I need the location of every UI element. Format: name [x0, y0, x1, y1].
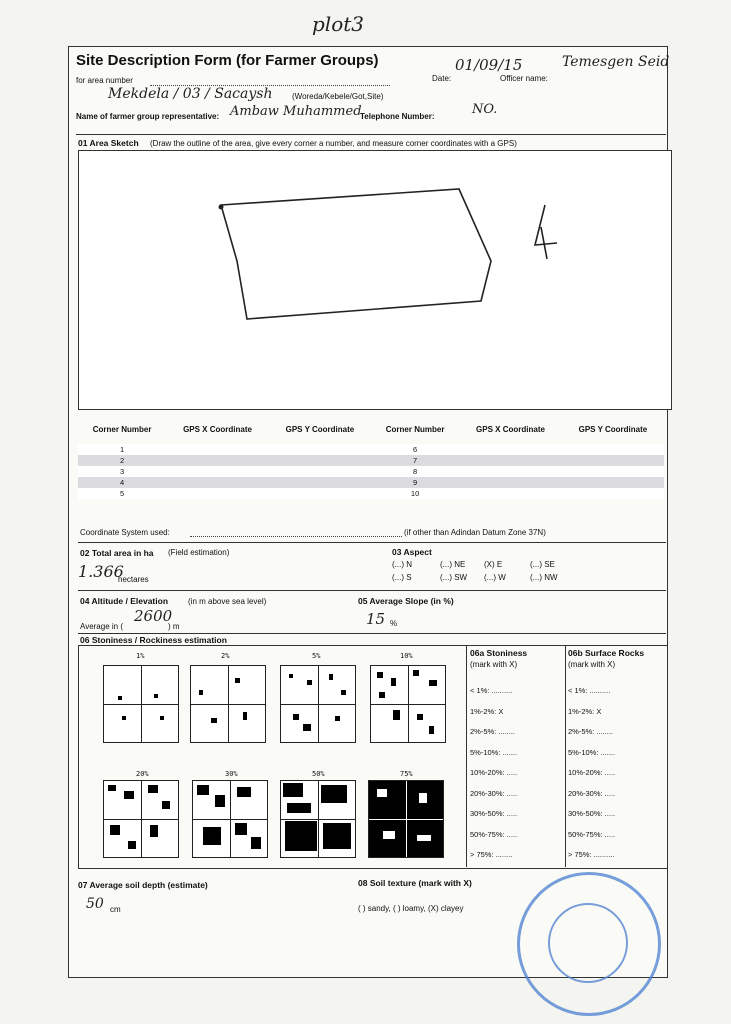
sec05-label: 05 Average Slope (in %) — [358, 596, 454, 606]
aspect-option[interactable]: (...) W — [484, 573, 506, 582]
officer-label: Officer name: — [500, 74, 548, 83]
soil-texture-options[interactable]: ( ) sandy, ( ) loamy, (X) clayey — [358, 904, 464, 913]
stoniness-title: 06a Stoniness — [470, 648, 528, 658]
rep-value: Ambaw Muhammed — [230, 104, 362, 119]
sec07-label: 07 Average soil depth (estimate) — [78, 880, 208, 890]
divider — [76, 134, 666, 135]
slope-unit: % — [390, 619, 398, 628]
area-sketch-box — [78, 150, 672, 410]
stoniness-options — [470, 681, 517, 866]
area-number-line — [150, 77, 390, 86]
gps-header: GPS X Coordinate — [476, 424, 545, 434]
sec08-label: 08 Soil texture (mark with X) — [358, 878, 472, 888]
stoniness-option[interactable]: 2%-5%: ........ — [470, 727, 516, 736]
aspect-option[interactable]: (...) S — [392, 573, 412, 582]
stoniness-pct-label: 50% — [312, 770, 325, 778]
stoniness-pct-label: 75% — [400, 770, 413, 778]
stoniness-sub: (mark with X) — [470, 660, 518, 669]
rocks-option[interactable]: 5%-10%: ....... — [568, 747, 616, 757]
phone-label: Telephone Number: — [360, 112, 435, 121]
altitude-avg-label: Average in ( — [80, 622, 123, 631]
rocks-option[interactable]: 20%-30%: ..... — [568, 788, 616, 798]
coord-system-label: Coordinate System used: — [80, 528, 170, 537]
rocks-option[interactable]: < 1%: .......... — [568, 686, 611, 695]
stoniness-option[interactable]: > 75%: ........ — [470, 850, 513, 859]
altitude-unit: ) m — [168, 622, 180, 631]
area-number-label: for area number — [76, 76, 133, 85]
soil-depth-unit: cm — [110, 905, 121, 914]
gps-row: 1 6 — [78, 444, 664, 455]
stoniness-pct-label: 30% — [225, 770, 238, 778]
divider — [78, 542, 666, 543]
phone-value: NO. — [472, 102, 498, 117]
divider — [78, 590, 666, 591]
total-area-unit: hectares — [118, 575, 149, 584]
gps-row: 5 10 — [78, 488, 664, 499]
stoniness-option[interactable]: 50%-75%: ..... — [470, 829, 518, 839]
stoniness-sample-30pct — [192, 780, 268, 858]
area-number-value: Mekdela / 03 / Sacaysh — [108, 86, 273, 102]
gps-row: 4 9 — [78, 477, 664, 488]
stoniness-sample-1pct — [103, 665, 179, 743]
officer-value: Temesgen Seid — [562, 54, 670, 70]
date-value: 01/09/15 — [455, 56, 523, 74]
date-label: Date: — [432, 74, 452, 83]
aspect-option[interactable]: (...) N — [392, 560, 412, 569]
rocks-option[interactable]: 50%-75%: ..... — [568, 829, 616, 839]
gps-header: GPS X Coordinate — [183, 424, 252, 434]
soil-depth-value: 50 — [86, 896, 104, 912]
stoniness-option[interactable]: 20%-30%: ..... — [470, 788, 518, 798]
divider — [466, 645, 467, 867]
aspect-option[interactable]: (X) E — [484, 560, 503, 569]
sec02-label: 02 Total area in ha — [80, 548, 154, 558]
stoniness-sample-20pct — [103, 780, 179, 858]
sec01-label: 01 Area Sketch — [78, 138, 139, 148]
gps-header: GPS Y Coordinate — [578, 424, 648, 434]
aspect-option[interactable]: (...) NE — [440, 560, 466, 569]
sec02-sub: (Field estimation) — [168, 548, 230, 557]
stoniness-pct-label: 20% — [136, 770, 149, 778]
stoniness-sample-75pct — [368, 780, 444, 858]
stoniness-option[interactable]: 30%-50%: ..... — [470, 809, 518, 818]
rocks-option[interactable]: 1%-2%: X — [568, 706, 602, 716]
stoniness-sample-2pct — [190, 665, 266, 743]
rocks-options — [568, 681, 615, 866]
woreda-label: (Woreda/Kebele/Got,Site) — [292, 92, 384, 101]
coord-system-line — [190, 530, 402, 537]
official-stamp — [517, 872, 661, 1016]
rocks-option[interactable]: > 75%: .......... — [568, 850, 615, 859]
stoniness-pct-label: 10% — [400, 652, 413, 660]
sec04-sub: (in m above sea level) — [188, 597, 267, 606]
stoniness-sample-50pct — [280, 780, 356, 858]
gps-header: Corner Number — [385, 424, 445, 434]
sec01-instruction: (Draw the outline of the area, give every corner a number, and measure corner coordinates with a GPS) — [150, 139, 517, 148]
stoniness-sample-10pct — [370, 665, 446, 743]
rocks-option[interactable]: 10%-20%: ..... — [568, 768, 616, 777]
area-sketch-drawing — [79, 151, 671, 409]
slope-value: 15 — [366, 610, 386, 628]
divider — [78, 633, 666, 634]
stoniness-pct-label: 1% — [136, 652, 145, 660]
stoniness-option[interactable]: < 1%: .......... — [470, 686, 513, 695]
total-area-value: 1.366 — [78, 562, 124, 581]
stoniness-option[interactable]: 10%-20%: ..... — [470, 768, 518, 777]
gps-header: GPS Y Coordinate — [285, 424, 355, 434]
gps-row: 2 7 — [78, 455, 664, 466]
north-arrow-icon — [535, 205, 557, 259]
aspect-option[interactable]: (...) SW — [440, 573, 468, 582]
plot-heading: plot3 — [312, 12, 365, 36]
stoniness-option[interactable]: 1%-2%: X — [470, 706, 504, 716]
gps-row: 3 8 — [78, 466, 664, 477]
coord-system-note: (if other than Adindan Datum Zone 37N) — [404, 528, 546, 537]
stoniness-option[interactable]: 5%-10%: ....... — [470, 747, 518, 757]
sec04-label: 04 Altitude / Elevation — [80, 596, 169, 606]
rocks-option[interactable]: 2%-5%: ........ — [568, 727, 614, 736]
aspect-option[interactable]: (...) NW — [530, 573, 558, 582]
sec03-label: 03 Aspect — [392, 547, 432, 557]
aspect-option[interactable]: (...) SE — [530, 560, 555, 569]
divider — [565, 645, 566, 867]
gps-header: Corner Number — [92, 424, 152, 434]
altitude-value: 2600 — [134, 607, 173, 625]
stoniness-sample-5pct — [280, 665, 356, 743]
stoniness-pct-label: 5% — [312, 652, 321, 660]
rocks-sub: (mark with X) — [568, 660, 616, 669]
form-title: Site Description Form (for Farmer Groups) — [76, 52, 379, 69]
rocks-option[interactable]: 30%-50%: ..... — [568, 809, 616, 818]
rocks-title: 06b Surface Rocks — [568, 648, 645, 658]
rep-label: Name of farmer group representative: — [76, 112, 220, 121]
gps-table — [78, 414, 664, 499]
sec06-label: 06 Stoniness / Rockiness estimation — [80, 635, 227, 645]
stoniness-pct-label: 2% — [221, 652, 230, 660]
